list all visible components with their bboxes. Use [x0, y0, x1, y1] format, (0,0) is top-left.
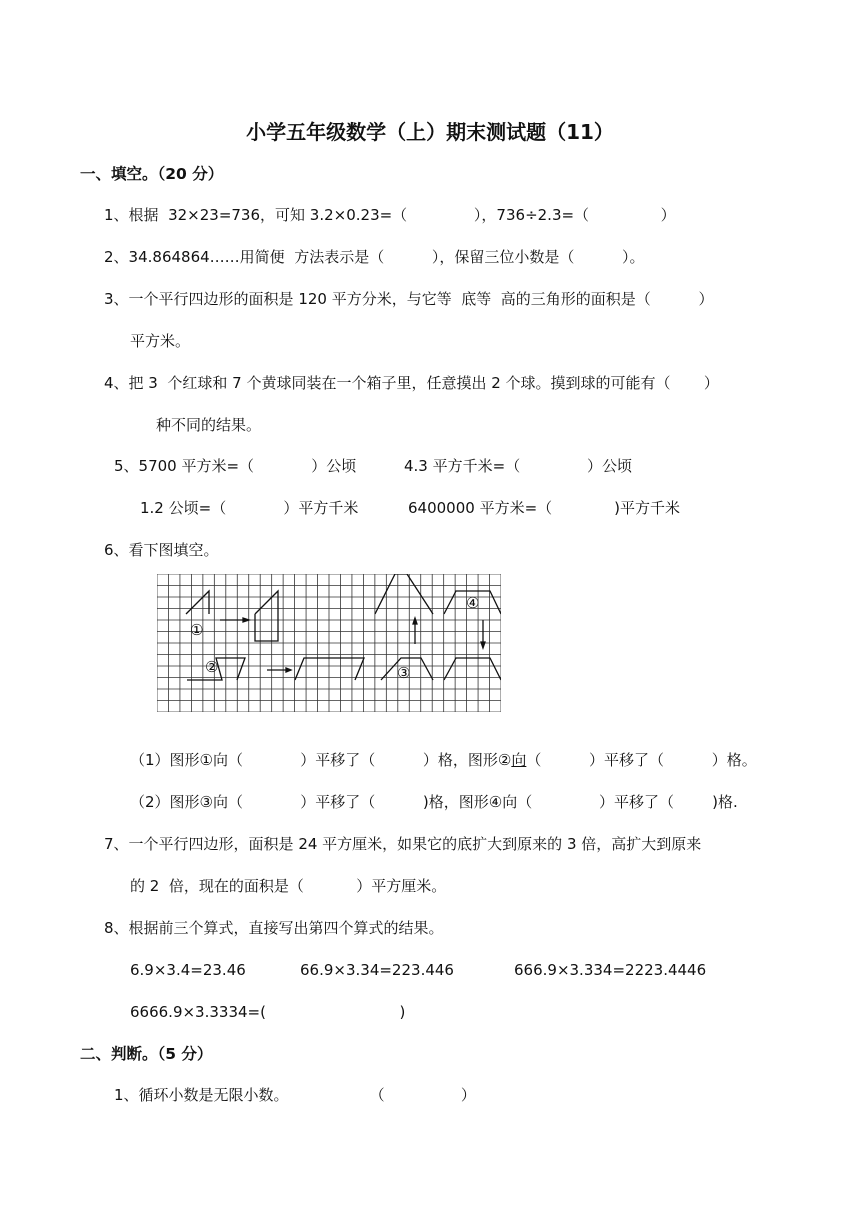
question-2: 2、34.864864……用简便 方法表示是（ ），保留三位小数是（ ）。: [104, 248, 645, 266]
question-5-line2-a: 1.2 公顷=（ ）平方千米: [140, 499, 359, 517]
question-5-line1-b: 4.3 平方千米=（ ）公顷: [404, 457, 632, 475]
arrow-4-head: [481, 642, 485, 648]
question-8: 8、根据前三个算式，直接写出第四个算式的结果。: [104, 919, 444, 937]
shape-1-original: [186, 591, 209, 614]
figure-label-1: ①: [190, 621, 204, 639]
question-1: 1、根据 32×23=736，可知 3.2×0.23=（ ），736÷2.3=（ ）: [104, 206, 676, 224]
figure-label-2: ②: [205, 658, 219, 676]
shape-4-moved: [444, 658, 501, 680]
question-5-line1-a: 5、5700 平方米=（ ）公顷: [114, 457, 357, 475]
translation-grid-figure: [157, 574, 501, 712]
question-6-sub1-a: （1）图形①向（ ）平移了（ ）格，图形②: [130, 751, 512, 769]
question-4-line1: 4、把 3 个红球和 7 个黄球同装在一个箱子里，任意摸出 2 个球。摸到球的可能有（ ）: [104, 374, 719, 392]
question-7-line1: 7、一个平行四边形，面积是 24 平方厘米，如果它的底扩大到原来的 3 倍，高扩大到原来: [104, 835, 702, 853]
shape-2-moved: [295, 658, 364, 680]
grid-labels: [190, 594, 479, 682]
arrow-2-head: [286, 668, 291, 672]
question-6-sub2: （2）图形③向（ ）平移了（ )格，图形④向（ ）平移了（ )格.: [130, 793, 738, 811]
question-8-eq2: 66.9×3.34=223.446: [300, 961, 454, 979]
arrow-3-head: [413, 618, 417, 624]
question-8-eq4: 6666.9×3.3334=( ): [130, 1003, 406, 1021]
question-6-sub1-underlined: 向: [511, 751, 527, 769]
question-6: 6、看下图填空。: [104, 541, 219, 559]
question-6-sub1-b: （ ）平移了（ ）格。: [526, 751, 757, 769]
question-3-line2: 平方米。: [130, 332, 191, 350]
figure-label-3: ③: [397, 664, 411, 682]
shape-1-moved: [255, 591, 278, 641]
question-3-line1: 3、一个平行四边形的面积是 120 平方分米，与它等 底等 高的三角形的面积是（ ）: [104, 290, 714, 308]
question-6-sub1: [130, 750, 757, 770]
question-5-line2-b: 6400000 平方米=（ )平方千米: [408, 499, 680, 517]
judgement-question-1: 1、循环小数是无限小数。 （ ）: [114, 1086, 476, 1104]
section2-heading: 二、判断。（5 分）: [80, 1045, 213, 1063]
section1-heading: 一、填空。（20 分）: [80, 165, 224, 183]
page-title: 小学五年级数学（上）期末测试题（11）: [246, 120, 614, 144]
figure-label-4: ④: [466, 594, 480, 612]
question-8-eq1: 6.9×3.4=23.46: [130, 961, 246, 979]
question-8-eq3: 666.9×3.334=2223.4446: [514, 961, 707, 979]
question-7-line2: 的 2 倍，现在的面积是（ ）平方厘米。: [130, 877, 447, 895]
question-4-line2: 种不同的结果。: [156, 416, 262, 434]
arrow-1-head: [243, 618, 249, 622]
grid-shapes: [186, 574, 501, 680]
shape-3-moved: [375, 574, 433, 614]
